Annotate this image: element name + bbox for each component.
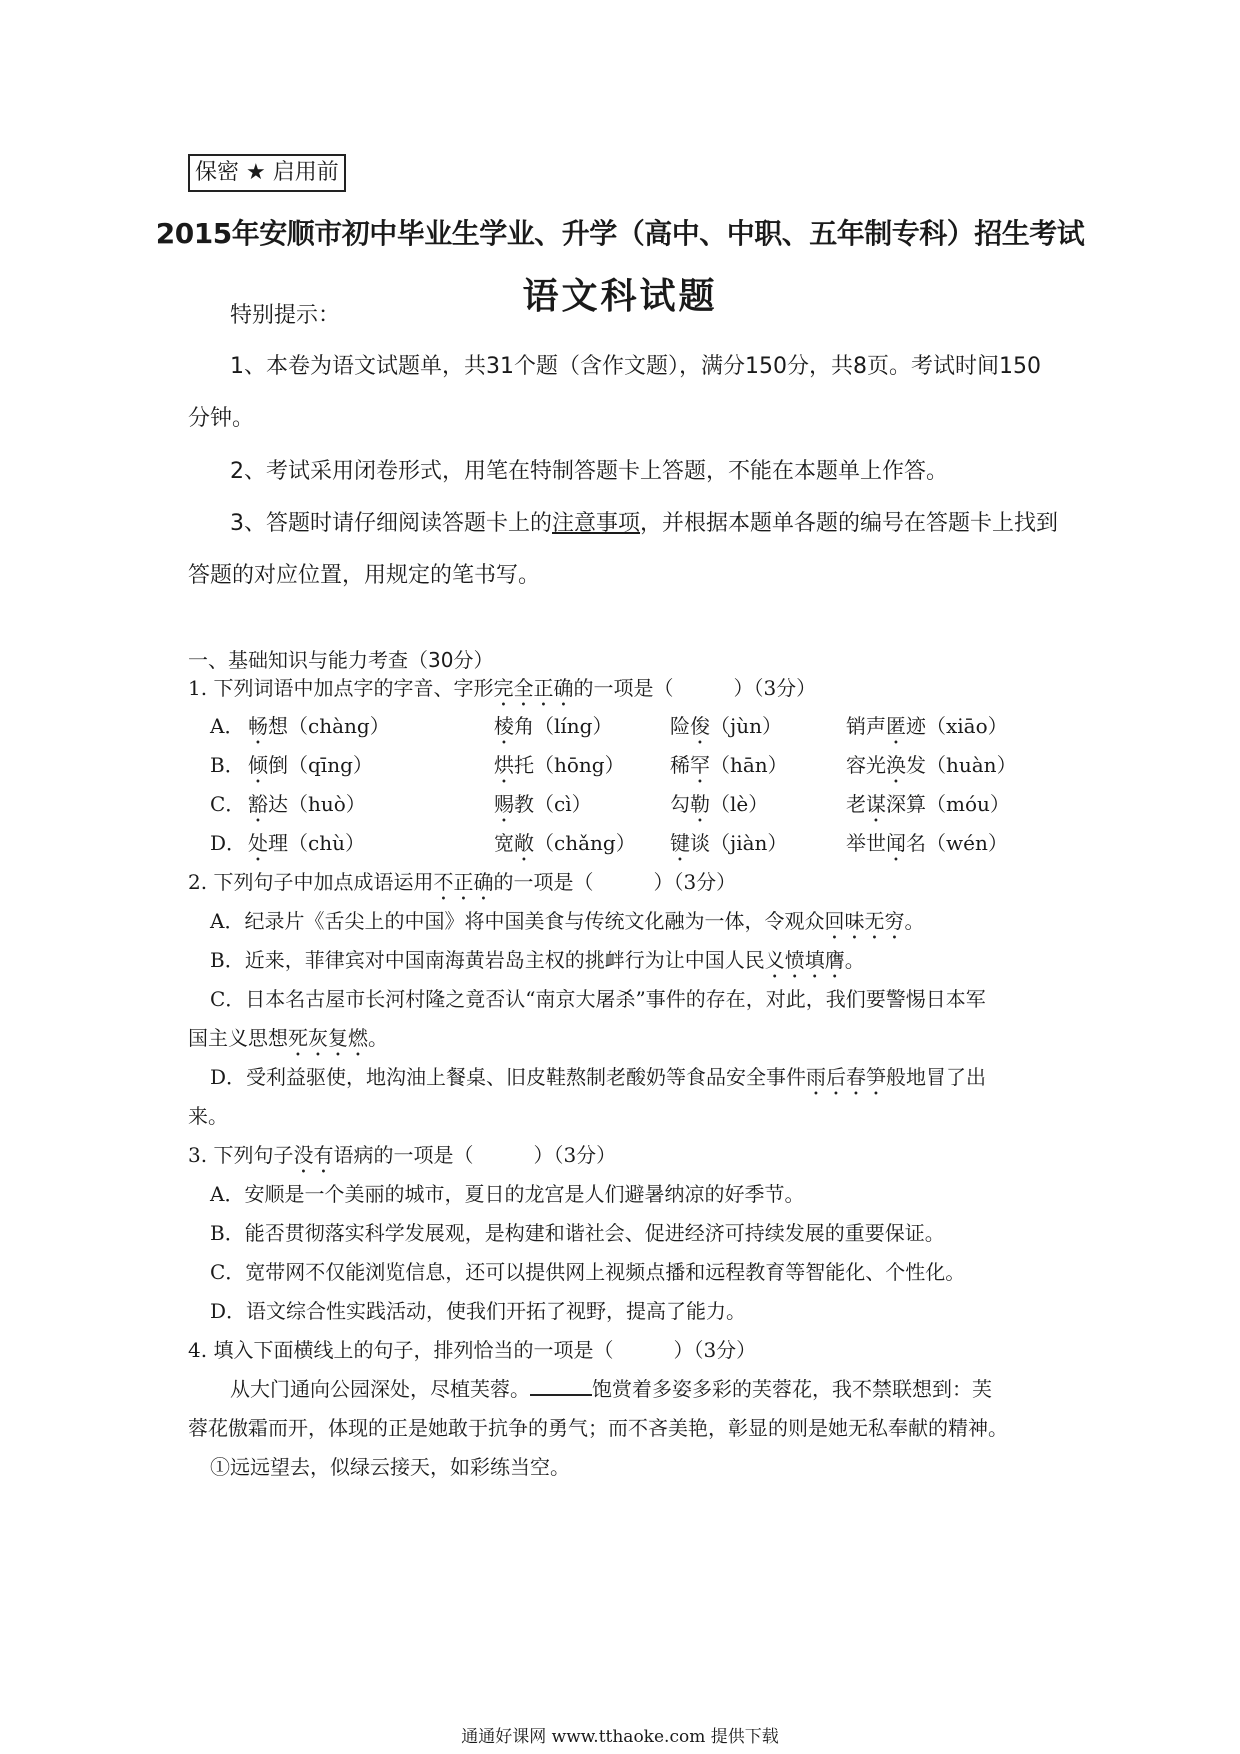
option-label: B． (210, 753, 245, 777)
option-label: A． (210, 714, 245, 738)
question-2-option-a: A．纪录片《舌尖上的中国》将中国美食与传统文化融为一体，令观众回味无穷。 (210, 909, 925, 933)
option-cell: 畅想（chàng） (248, 714, 390, 738)
page-footer: 通通好课网 www.tthaoke.com 提供下载 (461, 1727, 779, 1747)
question-4-stem: 4. 填入下面横线上的句子，排列恰当的一项是（ ）（3分） (188, 1338, 757, 1362)
option-cell: 棱角（líng） (494, 714, 613, 738)
question-3-stem: 3. 下列句子没有语病的一项是（ ）（3分） (188, 1143, 617, 1167)
question-3-option-a: A．安顺是一个美丽的城市，夏日的龙宫是人们避暑纳凉的好季节。 (210, 1182, 805, 1206)
question-3-option-b: B．能否贯彻落实科学发展观，是构建和谐社会、促进经济可持续发展的重要保证。 (210, 1221, 945, 1245)
confidential-stamp: 保密 ★ 启用前 (188, 154, 346, 192)
option-cell: 宽敞（chǎng） (494, 831, 636, 855)
question-2-option-d: D．受利益驱使，地沟油上餐桌、旧皮鞋熬制老酸奶等食品安全事件雨后春笋般地冒了出 (210, 1065, 987, 1089)
question-2-stem: 2. 下列句子中加点成语运用不正确的一项是（ ）（3分） (188, 870, 737, 894)
fill-in-blank (530, 1374, 592, 1396)
notice-item-1: 1、本卷为语文试题单，共31个题（含作文题），满分150分，共8页。考试时间150 (230, 354, 1041, 379)
option-cell: 稀罕（hān） (670, 753, 788, 777)
option-cell: 倾倒（qīng） (248, 753, 373, 777)
option-label: D． (210, 831, 247, 855)
question-2-option-d-cont: 来。 (188, 1104, 228, 1128)
question-4-item-1: ①远远望去，似绿云接天，如彩练当空。 (210, 1455, 570, 1479)
question-2-option-c-cont: 国主义思想死灰复燃。 (188, 1026, 388, 1050)
notice-heading: 特别提示： (230, 303, 341, 328)
question-1-stem: 1. 下列词语中加点字的字音、字形完全正确的一项是（ ）（3分） (188, 676, 817, 700)
notice-item-3-cont: 答题的对应位置，用规定的笔书写。 (188, 563, 541, 588)
notice-item-1-cont: 分钟。 (188, 406, 255, 431)
option-cell: 老谋深算（móu） (846, 792, 1010, 816)
exam-subtitle: 语文科试题 (522, 276, 718, 317)
option-label: C． (210, 792, 246, 816)
option-cell: 销声匿迹（xiāo） (846, 714, 1008, 738)
option-cell: 处理（chù） (248, 831, 365, 855)
question-2-option-c: C．日本名古屋市长河村隆之竟否认“南京大屠杀”事件的存在，对此，我们要警惕日本军 (210, 987, 986, 1011)
notice-item-3: 3、答题时请仔细阅读答题卡上的注意事项，并根据本题单各题的编号在答题卡上找到 (230, 511, 1059, 536)
option-cell: 键谈（jiàn） (670, 831, 788, 855)
option-cell: 举世闻名（wén） (846, 831, 1008, 855)
section-heading: 一、基础知识与能力考查（30分） (188, 648, 494, 672)
option-cell: 烘托（hōng） (494, 753, 625, 777)
question-2-option-b: B．近来，菲律宾对中国南海黄岩岛主权的挑衅行为让中国人民义愤填膺。 (210, 948, 865, 972)
option-cell: 容光涣发（huàn） (846, 753, 1017, 777)
notice-item-2: 2、考试采用闭卷形式，用笔在特制答题卡上答题，不能在本题单上作答。 (230, 459, 948, 484)
option-cell: 赐教（cì） (494, 792, 592, 816)
question-3-option-d: D．语文综合性实践活动，使我们开拓了视野，提高了能力。 (210, 1299, 747, 1323)
question-4-passage-cont: 蓉花傲霜而开，体现的正是她敢于抗争的勇气；而不吝美艳，彰显的则是她无私奉献的精神。 (188, 1416, 1008, 1440)
option-cell: 豁达（huò） (248, 792, 366, 816)
option-cell: 勾勒（lè） (670, 792, 769, 816)
option-cell: 险俊（jùn） (670, 714, 782, 738)
exam-title: 2015年安顺市初中毕业生学业、升学（高中、中职、五年制专科）招生考试 (155, 217, 1085, 250)
underlined-text: 注意事项 (552, 511, 641, 536)
question-3-option-c: C．宽带网不仅能浏览信息，还可以提供网上视频点播和远程教育等智能化、个性化。 (210, 1260, 966, 1284)
question-4-passage: 从大门通向公园深处，尽植芙蓉。 饱赏着多姿多彩的芙蓉花，我不禁联想到：芙 (230, 1373, 992, 1402)
